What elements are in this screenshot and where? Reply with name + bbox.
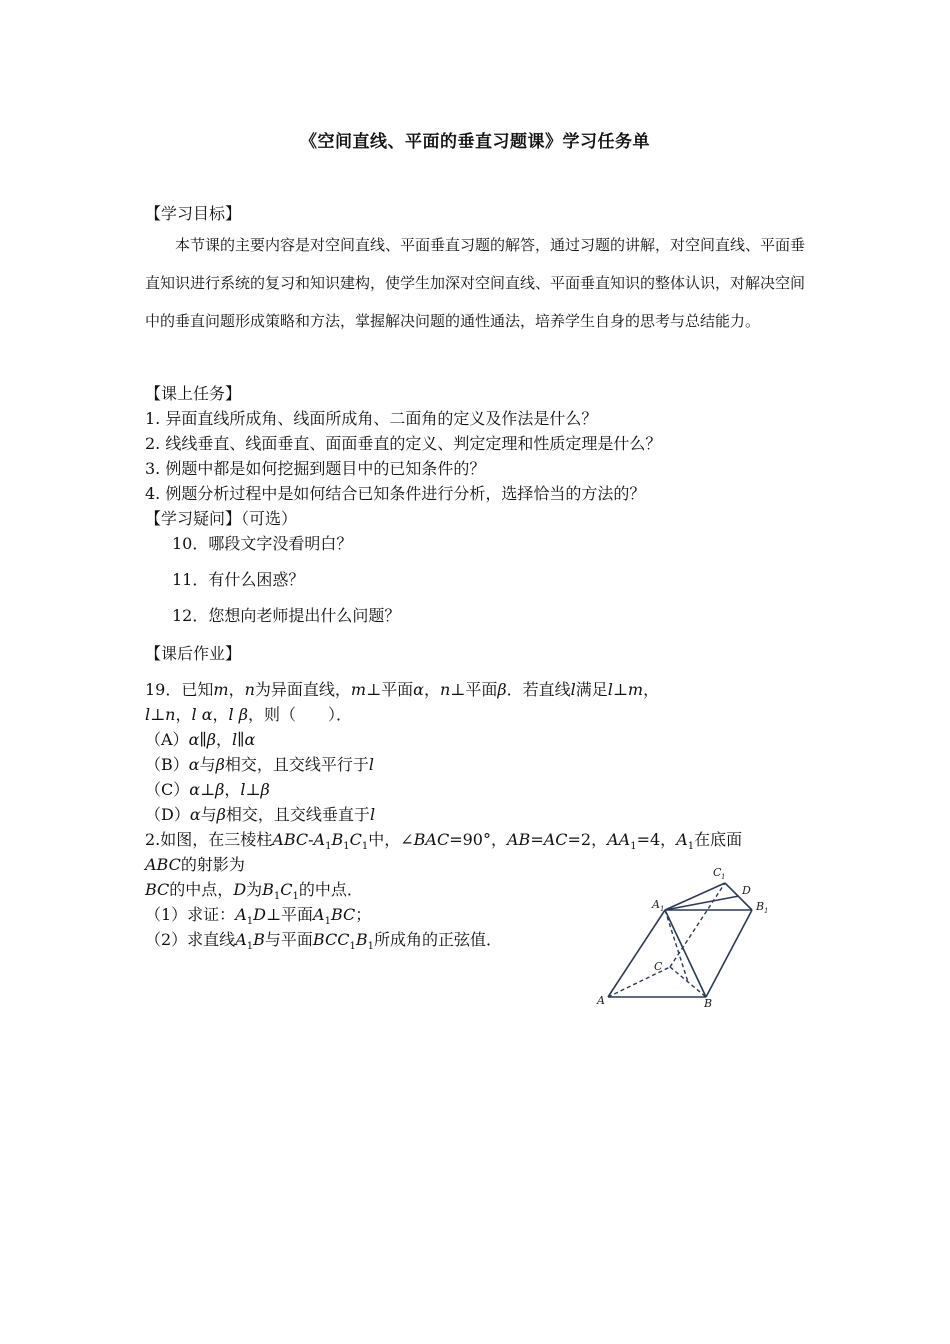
problem-2-part1 bbox=[145, 902, 371, 927]
subscript: 1 bbox=[687, 841, 695, 853]
subscript: 1 bbox=[349, 941, 356, 953]
hidden-c-b bbox=[670, 967, 706, 997]
label-d: D bbox=[742, 884, 751, 897]
problem-2-line3 bbox=[145, 877, 363, 902]
text: 中，∠ bbox=[368, 830, 414, 849]
text: 相交，且交线平行于 bbox=[224, 755, 369, 774]
var: β bbox=[215, 780, 225, 799]
var: α bbox=[188, 730, 200, 749]
edge-b-b1 bbox=[706, 910, 752, 997]
problem-19-line2 bbox=[145, 702, 352, 725]
text: =2， bbox=[567, 830, 608, 849]
text: ； bbox=[355, 905, 372, 924]
text: ， bbox=[224, 780, 241, 799]
var: α bbox=[201, 705, 213, 724]
edge-a1-d bbox=[665, 896, 739, 910]
var: B bbox=[355, 930, 368, 949]
subscript: 1 bbox=[343, 841, 350, 853]
questions-heading: 【学习疑问】（可选） bbox=[145, 509, 298, 528]
var: l bbox=[191, 705, 197, 724]
text: ∥ bbox=[199, 730, 207, 749]
objectives-heading: 【学习目标】 bbox=[145, 204, 242, 223]
var: β bbox=[238, 705, 249, 724]
var: BC bbox=[330, 905, 356, 924]
problem-2-line2 bbox=[145, 852, 245, 875]
var: β bbox=[497, 680, 507, 699]
text: （1）求证： bbox=[145, 905, 236, 924]
text: 的中点． bbox=[298, 880, 363, 899]
label-a1-sub: 1 bbox=[660, 905, 665, 913]
var: α bbox=[413, 680, 424, 699]
var: l bbox=[240, 780, 246, 799]
var: l bbox=[368, 755, 374, 774]
text: 为异面直线， bbox=[254, 680, 351, 699]
text: ⊥ bbox=[612, 680, 628, 699]
var: β bbox=[215, 755, 225, 774]
task-item: 1. 异面直线所成角、线面所成角、二面角的定义及作法是什么？ bbox=[145, 409, 598, 428]
var: β bbox=[260, 780, 270, 799]
var: BCC bbox=[312, 930, 350, 949]
var: α bbox=[189, 805, 201, 824]
var: m bbox=[350, 680, 367, 699]
text: ⊥ bbox=[200, 780, 216, 799]
text: 与 bbox=[199, 755, 216, 774]
var: ABC bbox=[145, 855, 181, 874]
objectives-text: 本节课的主要内容是对空间直线、平面垂直习题的解答，通过习题的讲解，对空间直线、平面垂直知识进行系统的复习和知识建构，使学生加深对空间直线、平面垂直知识的整体认识，对解决空间中的垂直问题形成策略和方法，掌握解决问题的通性通法，培养学生自身的思考与总结能力。 bbox=[145, 236, 806, 330]
var: α bbox=[188, 755, 200, 774]
text: ， bbox=[228, 680, 245, 699]
text: ⊥平面 bbox=[366, 680, 414, 699]
task-item: 2. 线线垂直、线面垂直、面面垂直的定义、判定定理和性质定理是什么？ bbox=[145, 434, 662, 453]
var: α bbox=[189, 780, 201, 799]
var: B bbox=[262, 880, 274, 899]
option-label: （C） bbox=[145, 780, 190, 799]
text: ，则（ ）． bbox=[248, 705, 353, 724]
text: 所成角的正弦值． bbox=[373, 930, 502, 949]
var: C bbox=[280, 880, 293, 899]
question-item: 12．您想向老师提出什么问题？ bbox=[172, 606, 401, 625]
text: 为 bbox=[246, 880, 263, 899]
question-item: 10．哪段文字没看明白？ bbox=[172, 534, 353, 553]
problem-number: 19． bbox=[145, 680, 182, 699]
edge-a1-b bbox=[665, 910, 706, 997]
var: A bbox=[235, 930, 247, 949]
task-item: 3. 例题中都是如何挖掘到题目中的已知条件的？ bbox=[145, 459, 486, 478]
text: ， bbox=[423, 680, 440, 699]
subscript: 1 bbox=[273, 891, 281, 903]
text: =4， bbox=[636, 830, 677, 849]
problem-2-line1 bbox=[145, 827, 742, 852]
option-b bbox=[145, 752, 374, 775]
text: ⊥平面 bbox=[265, 905, 314, 924]
var: A bbox=[313, 905, 325, 924]
text: 与平面 bbox=[264, 930, 313, 949]
label-c1-sub: 1 bbox=[721, 873, 726, 881]
text: ⊥ bbox=[245, 780, 261, 799]
subscript: 1 bbox=[325, 841, 332, 853]
var: n bbox=[244, 680, 255, 699]
var: ABC-A bbox=[272, 830, 326, 849]
task-item: 4. 例题分析过程中是如何结合已知条件进行分析，选择恰当的方法的？ bbox=[145, 484, 646, 503]
text: ．若直线 bbox=[506, 680, 571, 699]
option-label: （B） bbox=[145, 755, 189, 774]
var: l bbox=[232, 730, 238, 749]
text: ∥ bbox=[237, 730, 245, 749]
option-label: （D） bbox=[145, 805, 190, 824]
var: n bbox=[439, 680, 451, 699]
subscript: 1 bbox=[367, 941, 374, 953]
tasks-heading: 【课上任务】 bbox=[145, 384, 242, 403]
var: B bbox=[253, 930, 265, 949]
text: ， bbox=[212, 705, 229, 724]
question-item: 11．有什么困惑？ bbox=[172, 570, 305, 589]
text: 已知 bbox=[181, 680, 214, 699]
label-a1: A bbox=[652, 898, 660, 911]
text: ， bbox=[216, 730, 233, 749]
var: l bbox=[228, 705, 234, 724]
var: l bbox=[369, 805, 376, 824]
homework-heading: 【课后作业】 bbox=[145, 644, 242, 663]
var: C bbox=[349, 830, 362, 849]
hidden-a1-mid bbox=[665, 910, 688, 982]
var: AA bbox=[607, 830, 631, 849]
page-title: 《空间直线、平面的垂直习题课》学习任务单 bbox=[300, 132, 650, 152]
var: A bbox=[235, 905, 247, 924]
var: AB bbox=[507, 830, 531, 849]
label-c1: C bbox=[713, 866, 722, 879]
option-a bbox=[145, 727, 255, 750]
subscript: 1 bbox=[246, 941, 254, 953]
var: D bbox=[253, 905, 266, 924]
text: 的射影为 bbox=[180, 855, 245, 874]
var: n bbox=[165, 705, 176, 724]
text: ⊥平面 bbox=[450, 680, 498, 699]
var: l bbox=[145, 705, 151, 724]
var: AC bbox=[543, 830, 568, 849]
problem-2-part2 bbox=[145, 927, 502, 952]
var: m bbox=[213, 680, 229, 699]
subscript: 1 bbox=[246, 916, 254, 928]
text: ， bbox=[643, 680, 660, 699]
option-label: （A） bbox=[145, 730, 189, 749]
option-c bbox=[145, 777, 270, 800]
text: ， bbox=[175, 705, 192, 724]
var: m bbox=[627, 680, 644, 699]
var: β bbox=[216, 805, 226, 824]
text: 的中点， bbox=[169, 880, 234, 899]
text: ⊥ bbox=[150, 705, 166, 724]
var: BAC bbox=[413, 830, 450, 849]
var: BC bbox=[145, 880, 170, 899]
text: （2）求直线 bbox=[145, 930, 236, 949]
var: D bbox=[233, 880, 247, 899]
var: A bbox=[676, 830, 688, 849]
text: 在底面 bbox=[694, 830, 743, 849]
var: l bbox=[607, 680, 613, 699]
text: 与 bbox=[200, 805, 217, 824]
option-d bbox=[145, 802, 375, 825]
prism-figure bbox=[592, 862, 782, 1012]
label-a: A bbox=[597, 994, 605, 1007]
text: 满足 bbox=[575, 680, 608, 699]
label-b1-sub: 1 bbox=[764, 907, 769, 915]
subscript: 1 bbox=[630, 841, 637, 853]
problem-19-line1 bbox=[145, 677, 659, 700]
text: =90°， bbox=[449, 830, 507, 849]
text: 相交，且交线垂直于 bbox=[225, 805, 370, 824]
var: β bbox=[206, 730, 217, 749]
var: l bbox=[570, 680, 576, 699]
text: 2.如图，在三棱柱 bbox=[145, 830, 273, 849]
label-b1: B bbox=[756, 900, 765, 913]
var: α bbox=[244, 730, 256, 749]
text: = bbox=[530, 830, 544, 849]
subscript: 1 bbox=[292, 891, 299, 903]
label-b: B bbox=[704, 997, 713, 1010]
subscript: 1 bbox=[361, 841, 369, 853]
var: B bbox=[331, 830, 344, 849]
subscript: 1 bbox=[324, 916, 331, 928]
label-c: C bbox=[654, 960, 663, 973]
